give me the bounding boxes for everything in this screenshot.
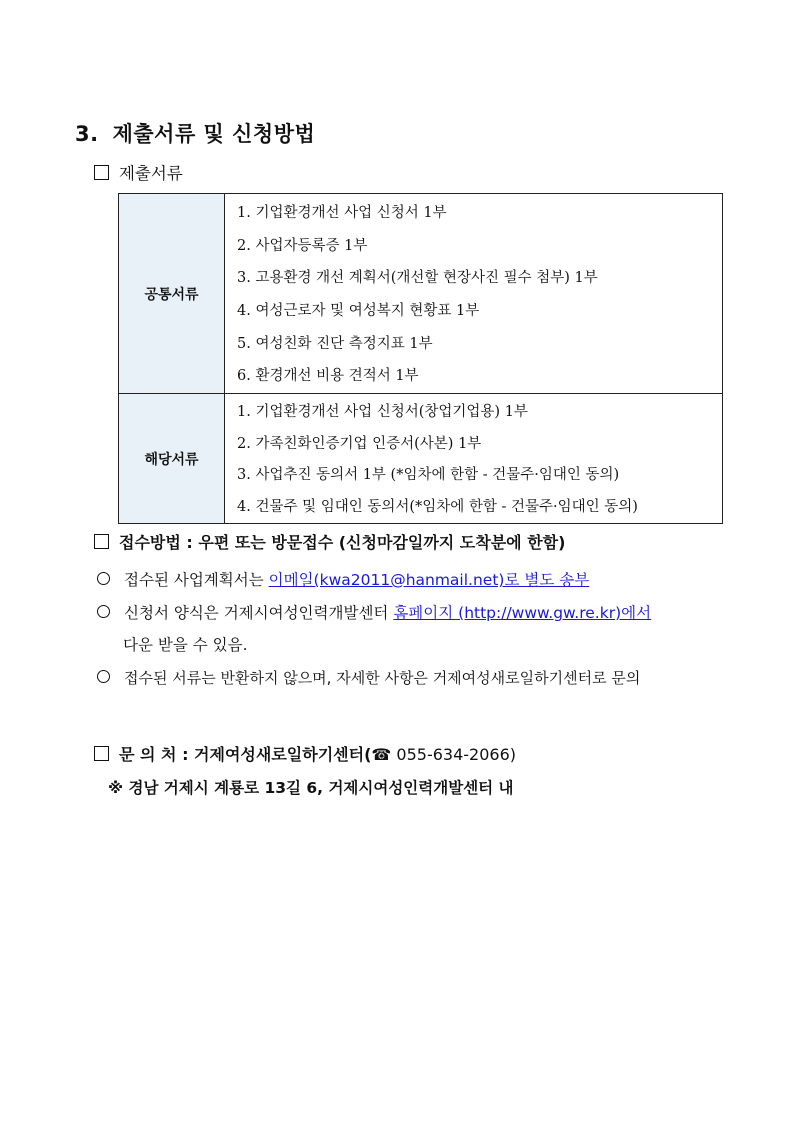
bullet-text: 접수된 사업계획서는 [124, 571, 269, 589]
submit-docs-heading [94, 160, 183, 184]
reception-bullet-2-cont: 다운 받을 수 있음. [123, 636, 248, 654]
common-docs-label: 공통서류 [119, 194, 225, 394]
reception-bullet-2 [97, 601, 651, 623]
checkbox-square-icon [94, 534, 109, 549]
checkbox-square-icon [94, 746, 109, 761]
submit-docs-heading-text: 제출서류 [119, 164, 183, 183]
applicable-docs-label: 해당서류 [119, 394, 225, 524]
checkbox-square-icon [94, 165, 109, 180]
section-number: 3. [75, 122, 99, 146]
list-item: 5. 여성친화 진단 측정지표 1부 [237, 335, 433, 352]
common-docs-cell [225, 194, 723, 394]
homepage-link[interactable]: 홈페이지 (http://www.gw.re.kr)에서 [393, 604, 652, 622]
phone-icon: ☎ [371, 745, 392, 764]
list-item: 6. 환경개선 비용 견적서 1부 [237, 368, 419, 385]
contact-address: ※ 경남 거제시 계룡로 13길 6, 거제시여성인력개발센터 내 [108, 779, 514, 797]
list-item: 3. 고용환경 개선 계획서(개선할 현장사진 필수 첨부) 1부 [237, 270, 598, 287]
reception-bullet-1 [97, 568, 589, 590]
section-title [75, 118, 315, 148]
list-item: 4. 건물주 및 임대인 동의서(*임차에 한함 - 건물주·임대인 동의) [237, 498, 638, 515]
list-item: 2. 가족친화인증기업 인증서(사본) 1부 [237, 435, 482, 452]
bullet-circle-icon [97, 572, 110, 585]
list-item: 4. 여성근로자 및 여성복지 현황표 1부 [237, 303, 480, 320]
email-link[interactable]: 이메일(kwa2011@hanmail.net)로 별도 송부 [268, 571, 590, 589]
table-row [119, 194, 723, 394]
reception-heading-text: 접수방법 : 우편 또는 방문접수 (신청마감일까지 도착분에 한함) [119, 533, 566, 552]
contact-heading [94, 742, 516, 765]
table-row [119, 394, 723, 524]
reception-heading [94, 530, 565, 553]
list-item: 1. 기업환경개선 사업 신청서 1부 [237, 205, 447, 221]
section-title-text: 제출서류 및 신청방법 [112, 122, 316, 146]
documents-table [118, 193, 723, 524]
bullet-circle-icon [97, 670, 110, 683]
reception-bullet-3 [97, 667, 640, 688]
list-item: 1. 기업환경개선 사업 신청서(창업기업용) 1부 [237, 404, 528, 421]
bullet-text: 접수된 서류는 반환하지 않으며, 자세한 사항은 거제여성새로일하기센터로 문의 [124, 669, 641, 687]
list-item: 3. 사업추진 동의서 1부 (*임차에 한함 - 건물주·임대인 동의) [237, 467, 620, 484]
contact-phone: 055-634-2066) [391, 745, 516, 764]
bullet-circle-icon [97, 605, 110, 618]
contact-heading-text: 문 의 처 : 거제여성새로일하기센터( [119, 745, 372, 764]
applicable-docs-cell [225, 394, 723, 524]
list-item: 2. 사업자등록증 1부 [237, 237, 368, 254]
bullet-text: 신청서 양식은 거제시여성인력개발센터 [124, 604, 394, 622]
